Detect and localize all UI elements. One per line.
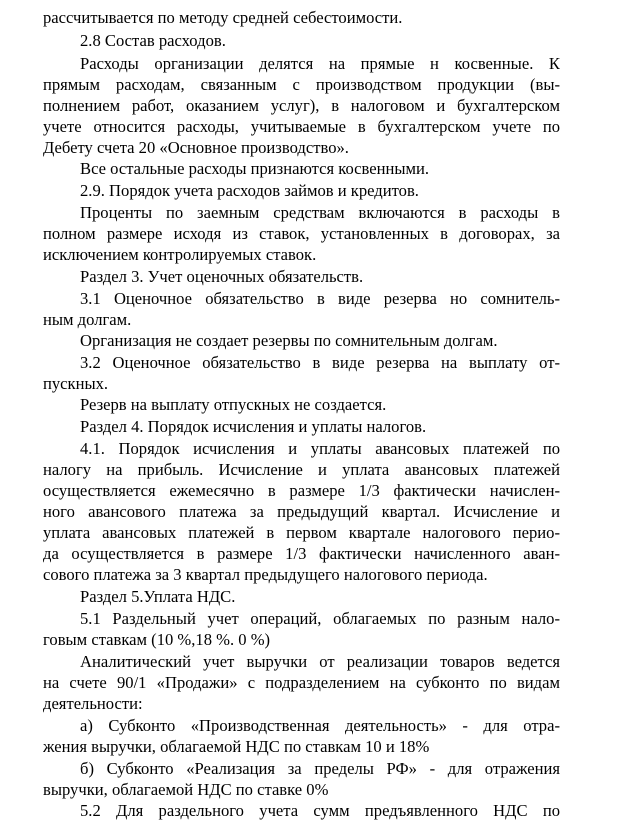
text-line: жения выручки, облагаемой НДС по ставкам 10 и 18% — [43, 737, 430, 756]
text-line: ного авансового платежа за предыдущий квартал. Исчисление и — [43, 502, 560, 521]
section-heading: Раздел 5.Уплата НДС. — [80, 587, 236, 606]
text-line: исключением контролируемых ставок. — [43, 245, 317, 264]
text-line: полнением работ, оказанием услуг), в налоговом и бухгалтерском — [43, 96, 560, 115]
text-line: Дебету счета 20 «Основное производство». — [43, 138, 349, 157]
text-line: Все остальные расходы признаются косвенными. — [80, 159, 430, 178]
text-line: налогу на прибыль. Исчисление и уплата авансовых платежей — [43, 460, 560, 479]
text-line: Проценты по заемным средствам включаются в расходы в — [80, 203, 560, 222]
text-line: учете относится расходы, учитываемые в бухгалтерском учете по — [43, 117, 560, 136]
text-line: 3.1 Оценочное обязательство в виде резерва но сомнитель- — [80, 289, 560, 308]
text-line: Резерв на выплату отпускных не создается. — [80, 395, 387, 414]
section-heading: Раздел 4. Порядок исчисления и уплаты налогов. — [80, 417, 427, 436]
text-line: 5.1 Раздельный учет операций, облагаемых по разным нало- — [80, 609, 560, 628]
text-line: уплата авансовых платежей в первом квартале налогового перио- — [43, 523, 560, 542]
list-item: а) Субконто «Производственная деятельность» - для отра- — [80, 716, 560, 735]
text-line: 4.1. Порядок исчисления и уплаты авансовых платежей по — [80, 439, 560, 458]
text-line: 3.2 Оценочное обязательство в виде резерва на выплату от- — [80, 353, 560, 372]
text-line: деятельности: — [43, 694, 143, 713]
text-line: говым ставкам (10 %,18 %. 0 %) — [43, 630, 271, 649]
text-line: ным долгам. — [43, 310, 132, 329]
text-line: рассчитывается по методу средней себестоимости. — [43, 8, 403, 27]
text-line: 5.2 Для раздельного учета сумм предъявленного НДС по — [80, 801, 560, 820]
list-item: б) Субконто «Реализация за пределы РФ» - для отражения — [80, 759, 560, 778]
section-heading: 2.8 Состав расходов. — [80, 31, 226, 50]
text-line: полном размере исходя из ставок, установленных в договорах, за — [43, 224, 560, 243]
section-heading: Раздел 3. Учет оценочных обязательств. — [80, 267, 364, 286]
text-line: прямым расходам, связанным с производством продукции (вы- — [43, 75, 560, 94]
text-line: да осуществляется в размере 1/3 фактически начисленного аван- — [43, 544, 560, 563]
section-heading: 2.9. Порядок учета расходов займов и кредитов. — [80, 181, 419, 200]
text-line: на счете 90/1 «Продажи» с подразделением на субконто по видам — [43, 673, 560, 692]
text-line: Организация не создает резервы по сомнительным долгам. — [80, 331, 498, 350]
text-line: сового платежа за 3 квартал предыдущего налогового периода. — [43, 565, 488, 584]
text-line: Расходы организации делятся на прямые н косвенные. К — [80, 54, 560, 73]
text-line: пускных. — [43, 374, 109, 393]
text-line: Аналитический учет выручки от реализации товаров ведется — [80, 652, 560, 671]
text-line: осуществляется ежемесячно в размере 1/3 фактически начислен- — [43, 481, 560, 500]
text-line: выручки, облагаемой НДС по ставке 0% — [43, 780, 329, 799]
